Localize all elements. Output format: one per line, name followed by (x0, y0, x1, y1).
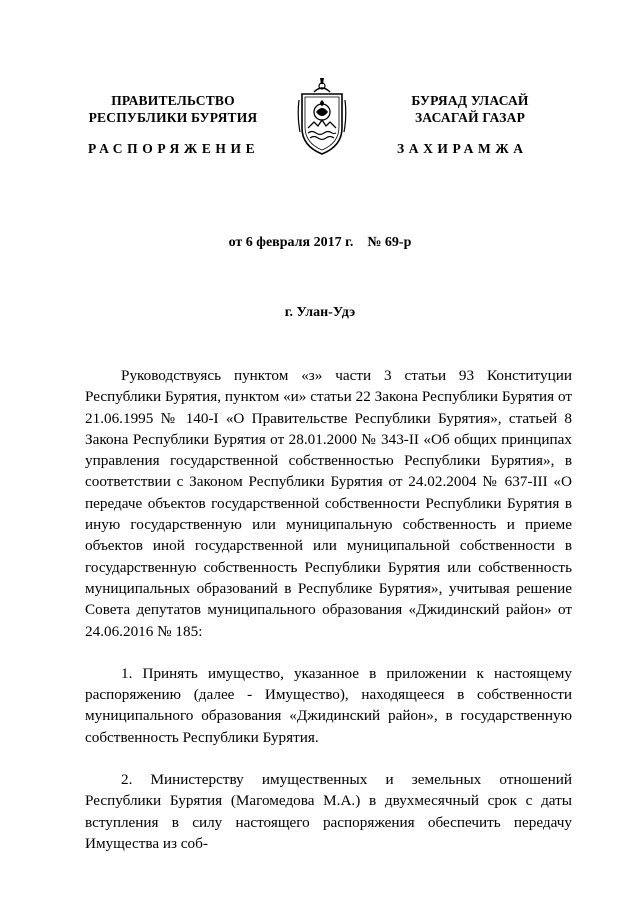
document-type-buryat: ЗАХИРАМЖА (397, 141, 528, 156)
issuer-line-2: РЕСПУБЛИКИ БУРЯТИЯ (88, 110, 258, 125)
issuer-line-2-buryat: ЗАСАГАЙ ГАЗАР (414, 110, 526, 125)
paragraph-item-1: 1. Принять имущество, указанное в приложении к настоящему распоряжению (далее - Имущество), находящееся в собственности муниципального образования «Джидинский район», в государственную собственность Республики Бурятия. (85, 664, 572, 746)
document-body (85, 365, 572, 875)
issuer-line-1: ПРАВИТЕЛЬСТВО (111, 93, 235, 108)
document-date-number: от 6 февраля 2017 г. № 69-р (228, 235, 412, 250)
paragraph-preamble: Руководствуясь пунктом «з» части 3 статьи 93 Конституции Республики Бурятия, пунктом «и» статьи 22 Закона Республики Бурятия от 21.06.1995 № 140-I «О Правительстве Республики Бурятия», статьей 8 Закона Республики Бурятия от 28.01.2000 № 343-II «Об общих принципах управления государственной собственностью Республики Бурятия», в соответствии с Законом Республики Бурятия от 24.02.2004 № 637-III «О передаче объектов государственной собственности Республики Бурятия в иную государственную или муниципальную собственность и приеме объектов иной государственной или муниципальной собственности в государственную собственность Республики Бурятия или собственность муниципальных образований в Республике Бурятия», учитывая решение Совета депутатов муниципального образования «Джидинский район» от 24.06.2016 № 185: (85, 367, 572, 640)
issuer-name-russian (68, 92, 278, 126)
issuer-line-1-buryat: БУРЯАД УЛАСАЙ (411, 93, 529, 108)
document-city: г. Улан-Удэ (284, 305, 356, 320)
paragraph-item-2: 2. Министерству имущественных и земельных отношений Республики Бурятия (Магомедова М.А.) в двухмесячный срок с даты вступления в силу настоящего распоряжения обеспечить передачу Имущества из соб- (85, 771, 572, 852)
coat-of-arms-icon (296, 76, 348, 158)
document-type-russian: РАСПОРЯЖЕНИЕ (88, 141, 260, 156)
issuer-name-buryat (370, 92, 570, 126)
